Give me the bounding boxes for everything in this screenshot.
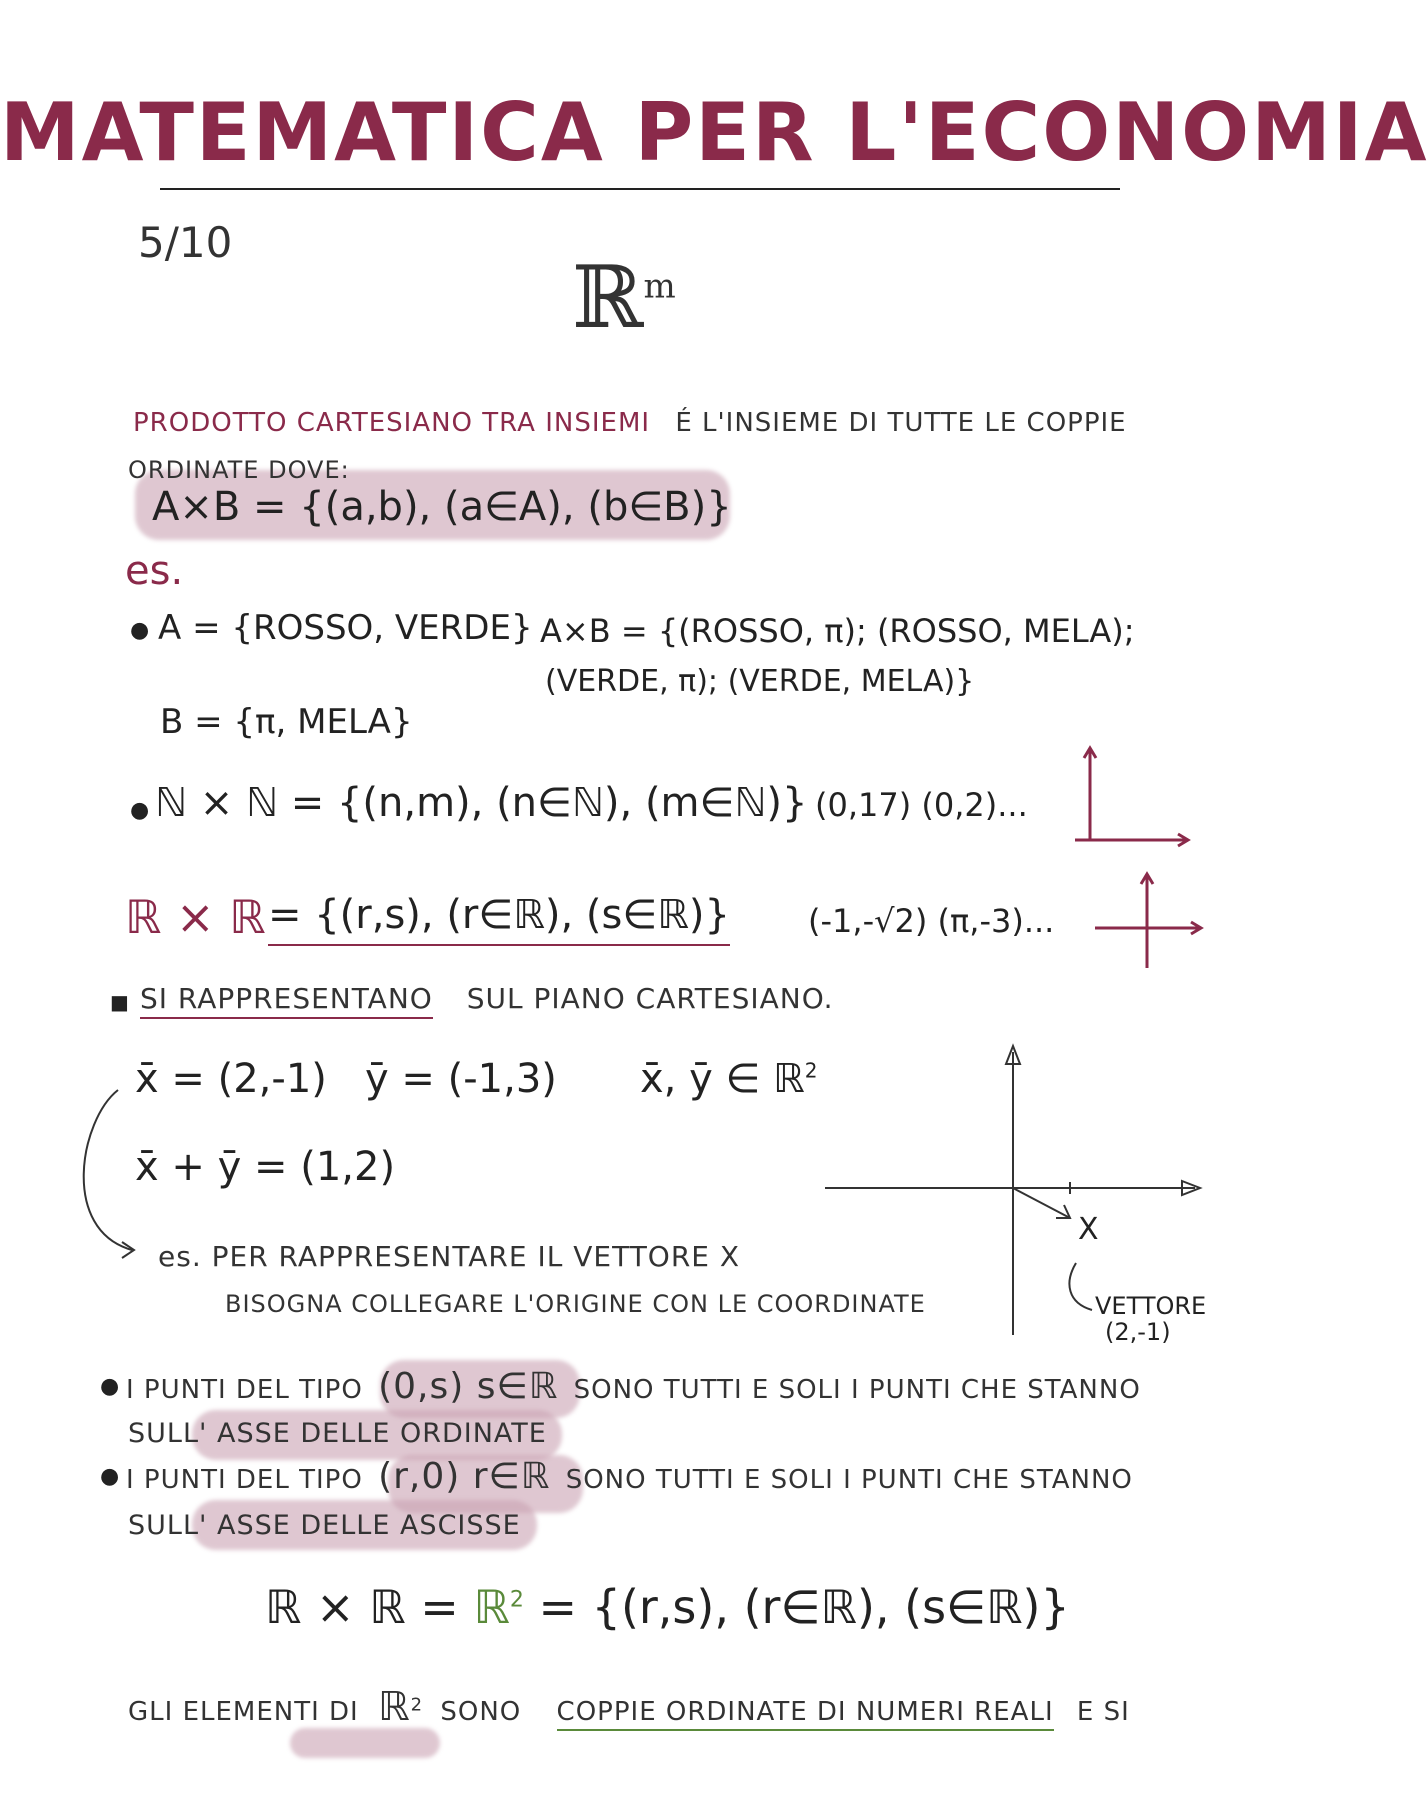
vettore-label: VETTORE	[1095, 1292, 1207, 1320]
rxr-axes-sketch	[1095, 870, 1205, 970]
footer-text-mid: SONO	[440, 1697, 522, 1727]
rxr-set-definition: = {(r,s), (r∈ℝ), (s∈ℝ)}	[268, 892, 730, 946]
cartesian-headline-rest: SUL PIANO CARTESIANO.	[466, 982, 834, 1015]
definition-line-1	[133, 408, 1127, 438]
definition-term: PRODOTTO CARTESIANO TRA INSIEMI	[133, 408, 651, 438]
vector-y: ȳ = (-1,3)	[365, 1056, 557, 1102]
rxr-examples: (-1,-√2) (π,-3)...	[808, 902, 1055, 940]
definition-line-2: ORDINATE DOVE:	[128, 456, 350, 484]
p1-start: I PUNTI DEL TIPO	[126, 1375, 363, 1405]
p2-start: I PUNTI DEL TIPO	[126, 1465, 363, 1495]
note-line-1: es. PER RAPPRESENTARE IL VETTORE X	[158, 1240, 741, 1273]
vector-x: x̄ = (2,-1)	[135, 1056, 327, 1102]
footer-underlined: COPPIE ORDINATE DI NUMERI REALI	[557, 1697, 1054, 1731]
vector-membership-text: x̄, ȳ ∈ ℝ	[640, 1056, 805, 1102]
nxn-examples: (0,17) (0,2)...	[815, 786, 1028, 824]
p2-math: (r,0) r∈ℝ	[378, 1456, 551, 1497]
bullet-3: ■	[110, 990, 129, 1014]
vector-membership	[640, 1056, 817, 1102]
rxr-formula-left: ℝ × ℝ	[125, 890, 266, 944]
definition-text-1: É L'INSIEME DI TUTTE LE COPPIE	[675, 408, 1127, 438]
footer-r-symbol: ℝ	[377, 1684, 411, 1730]
p2-line-2: SULL' ASSE DELLE ASCISSE	[128, 1510, 521, 1541]
topic-symbol: ℝ	[572, 248, 644, 348]
p2-line-1	[126, 1456, 1133, 1497]
footer-text-end: E SI	[1076, 1697, 1130, 1727]
footer-r-exponent: 2	[410, 1694, 424, 1716]
set-b: B = {π, MELA}	[160, 702, 413, 742]
topic-heading	[572, 248, 676, 348]
bullet-5: ●	[100, 1464, 120, 1489]
graph-x-label: X	[1078, 1212, 1099, 1247]
p1-line-1	[126, 1366, 1141, 1407]
note-line-2: BISOGNA COLLEGARE L'ORIGINE CON LE COORDINATE	[225, 1290, 926, 1318]
cartesian-headline	[140, 982, 834, 1015]
topic-exponent: m	[643, 266, 676, 307]
rxr-formula	[125, 890, 266, 944]
r2-formula	[265, 1580, 1070, 1634]
bullet-2: ●	[130, 798, 150, 823]
curved-arrow	[70, 1080, 160, 1270]
r2-formula-right: = {(r,s), (r∈ℝ), (s∈ℝ)}	[538, 1580, 1070, 1634]
nxn-formula: ℕ × ℕ = {(n,m), (n∈ℕ), (m∈ℕ)}	[155, 780, 808, 826]
bullet-1: ●	[130, 618, 150, 643]
example-label: es.	[125, 548, 184, 594]
axb-line-1: A×B = {(ROSSO, π); (ROSSO, MELA);	[540, 612, 1135, 650]
r2-formula-left: ℝ × ℝ =	[265, 1580, 459, 1634]
vettore-coordinates: (2,-1)	[1105, 1318, 1171, 1346]
vector-sum: x̄ + ȳ = (1,2)	[135, 1144, 396, 1190]
axb-line-2: (VERDE, π); (VERDE, MELA)}	[545, 664, 975, 699]
p1-line-2: SULL' ASSE DELLE ORDINATE	[128, 1418, 547, 1449]
bullet-4: ●	[100, 1374, 120, 1399]
footer-line	[128, 1684, 1130, 1730]
r2-exponent: 2	[509, 1587, 524, 1613]
p1-math: (0,s) s∈ℝ	[378, 1366, 559, 1407]
title-underline	[160, 188, 1120, 190]
date: 5/10	[138, 218, 233, 267]
p2-end: SONO TUTTI E SOLI I PUNTI CHE STANNO	[565, 1465, 1133, 1495]
footer-text-start: GLI ELEMENTI DI	[128, 1697, 359, 1727]
vector-membership-exponent: 2	[804, 1058, 818, 1083]
cartesian-headline-main: SI RAPPRESENTANO	[140, 982, 433, 1019]
cartesian-product-formula: A×B = {(a,b), (a∈A), (b∈B)}	[152, 484, 732, 530]
p1-end: SONO TUTTI E SOLI I PUNTI CHE STANNO	[573, 1375, 1141, 1405]
page-title: MATEMATICA PER L'ECONOMIA	[0, 86, 1428, 179]
nxn-axes-sketch	[1075, 745, 1195, 855]
r2-symbol: ℝ	[473, 1580, 510, 1634]
set-a: A = {ROSSO, VERDE}	[158, 608, 533, 648]
footer-highlight	[290, 1728, 440, 1758]
